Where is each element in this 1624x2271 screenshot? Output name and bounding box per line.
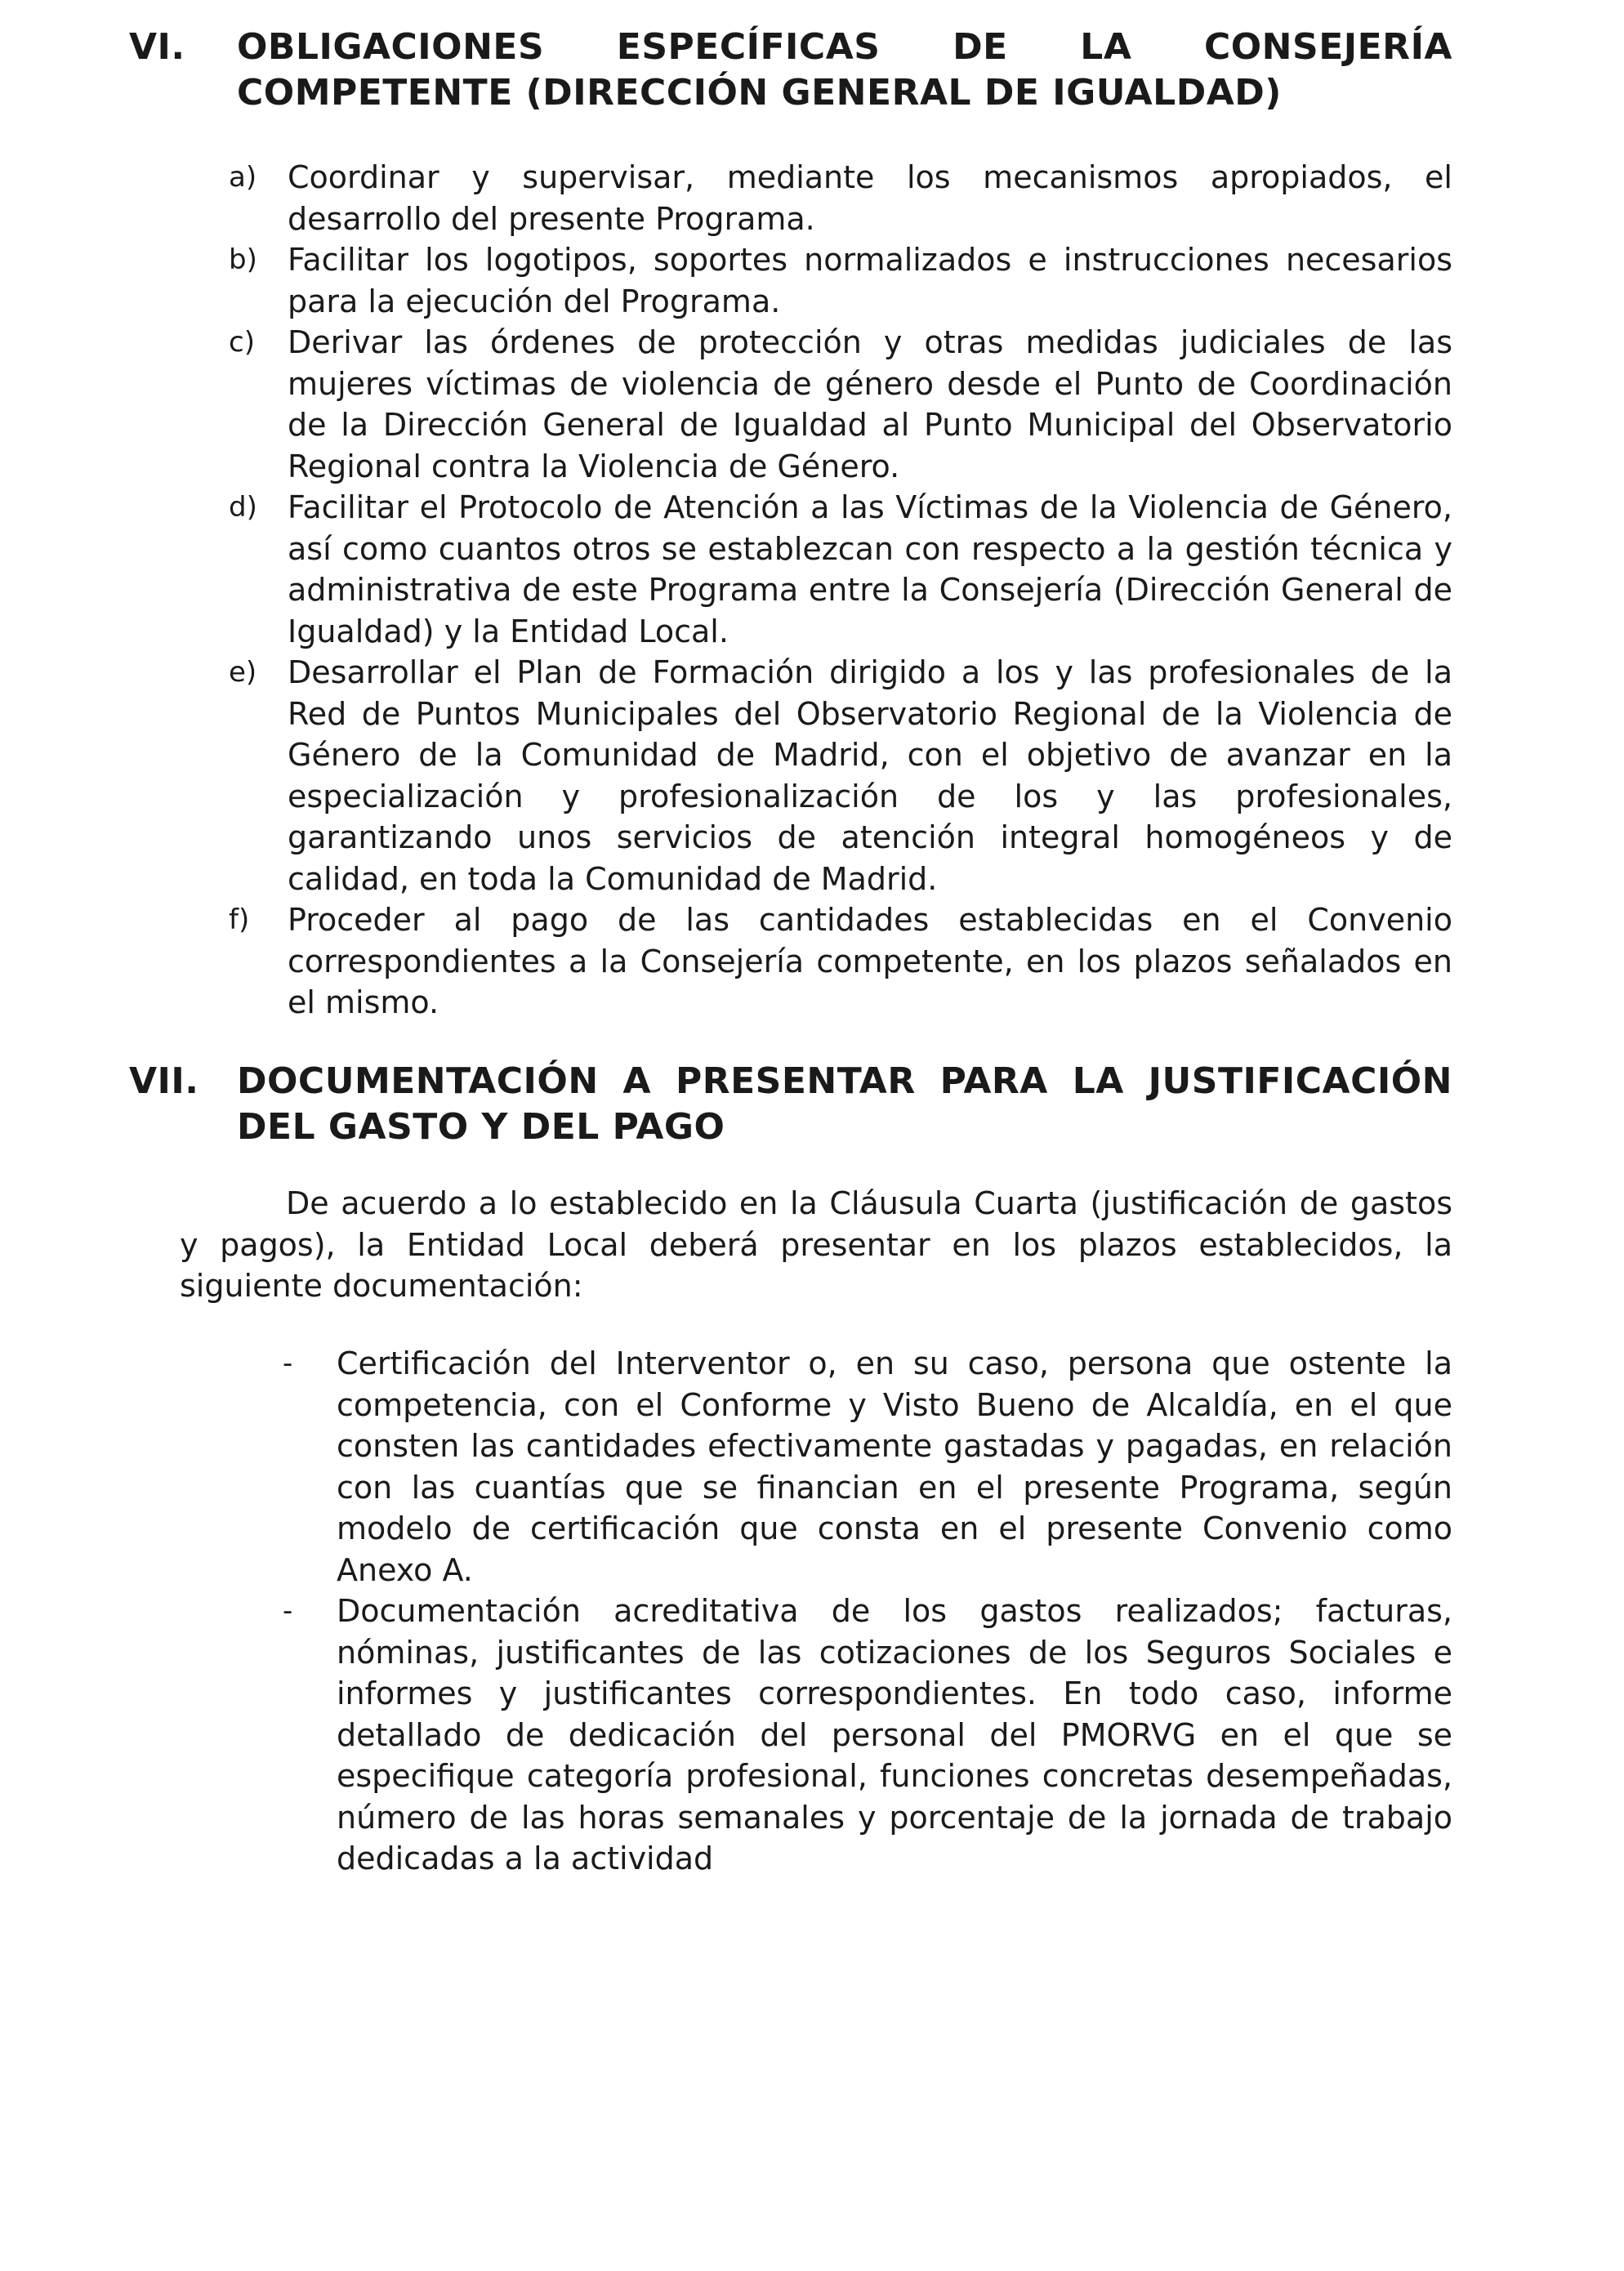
list-item-text: Documentación acreditativa de los gastos realizados; facturas, nóminas, justificantes de las cotizaciones de los Seguros Sociales e informes y justificantes correspondientes. En todo caso, informe detallado de dedicación del personal del PMORVG en el que se especifique categoría profesional, funciones concretas desempeñadas, número de las horas semanales y porcentaje de la jornada de trabajo dedicadas a la actividad — [337, 1593, 1452, 1876]
list-item — [229, 487, 1452, 652]
section-7-title: DOCUMENTACIÓN A PRESENTAR PARA LA JUSTIFICACIÓN DEL GASTO Y DEL PAGO — [237, 1060, 1452, 1148]
list-item-text: Desarrollar el Plan de Formación dirigido a los y las profesionales de la Red de Puntos Municipales del Observatorio Regional de la Violencia de Género de la Comunidad de Madrid, con el objetivo de avanzar en la especialización y profesionalización de los y las profesionales, garantizando unos servicios de atención integral homogéneos y de calidad, en toda la Comunidad de Madrid. — [288, 654, 1452, 897]
list-item-text: Proceder al pago de las cantidades establecidas en el Convenio correspondientes a la Consejería competente, en los plazos señalados en el mismo. — [288, 902, 1452, 1020]
list-marker: - — [283, 1595, 293, 1627]
list-item-text: Certificación del Interventor o, en su caso, persona que ostente la competencia, con el Conforme y Visto Bueno de Alcaldía, en el que consten las cantidades efectivamente gastadas y pagadas, en relación con las cuantías que se financian en el presente Programa, según modelo de certificación que consta en el presente Convenio como Anexo A. — [337, 1345, 1452, 1588]
list-item-text: Facilitar los logotipos, soportes normalizados e instrucciones necesarios para la ejecución del Programa. — [288, 242, 1452, 319]
section-6-title: OBLIGACIONES ESPECÍFICAS DE LA CONSEJERÍA COMPETENTE (DIRECCIÓN GENERAL DE IGUALDAD) — [237, 26, 1452, 114]
list-marker: - — [283, 1347, 293, 1380]
list-item-text: Derivar las órdenes de protección y otras medidas judiciales de las mujeres víctimas de violencia de género desde el Punto de Coordinación de la Dirección General de Igualdad al Punto Municipal del Observatorio Regional contra la Violencia de Género. — [288, 324, 1452, 484]
list-item — [229, 652, 1452, 899]
section-6-heading — [129, 25, 1452, 116]
list-marker: f) — [229, 903, 250, 936]
section-7-heading — [129, 1059, 1452, 1150]
list-item-text: Facilitar el Protocolo de Atención a las Víctimas de la Violencia de Género, así como cuantos otros se establezcan con respecto a la gestión técnica y administrativa de este Programa entre la Consejería (Dirección General de Igualdad) y la Entidad Local. — [288, 489, 1452, 649]
list-marker: c) — [229, 326, 255, 359]
list-item — [229, 239, 1452, 322]
section-7-number: VII. — [129, 1060, 199, 1102]
list-item — [283, 1591, 1452, 1880]
list-item — [229, 157, 1452, 239]
obligations-list — [229, 157, 1452, 1024]
section-6-number: VI. — [129, 26, 185, 68]
list-marker: a) — [229, 161, 257, 194]
list-item — [229, 322, 1452, 487]
list-marker: d) — [229, 491, 257, 524]
list-item-text: Coordinar y supervisar, mediante los mecanismos apropiados, el desarrollo del presente Programa. — [288, 159, 1452, 237]
list-item — [283, 1343, 1452, 1591]
section-7-intro: De acuerdo a lo establecido en la Cláusula Cuarta (justificación de gastos y pagos), la Entidad Local deberá presentar en los plazos establecidos, la siguiente documentación: — [180, 1185, 1452, 1304]
list-item — [229, 899, 1452, 1024]
list-marker: b) — [229, 243, 257, 276]
documents-list — [283, 1343, 1452, 1880]
list-marker: e) — [229, 656, 257, 689]
